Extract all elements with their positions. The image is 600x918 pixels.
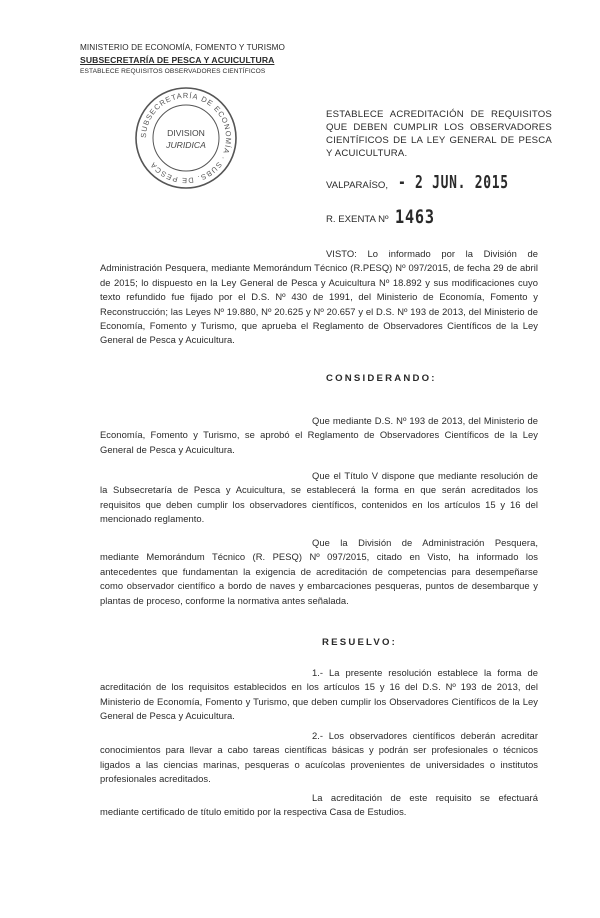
subsecretaria-name: SUBSECRETARÍA DE PESCA Y ACUICULTURA [80, 55, 275, 65]
considerando-paragraph-2 [100, 469, 538, 527]
resuelvo-text-1: 1.- La presente resolución establece la forma de acreditación de los requisitos establecidos en los artículos 15 y 16 del D.S. Nº 193 de 2013, del Ministerio de Economía, Fomento y Turismo, que deben cumplir los Observadores Científicos de la Ley General de Pesca y Acuicultura. [100, 667, 538, 722]
visto-paragraph [100, 247, 538, 348]
ministry-name: MINISTERIO DE ECONOMÍA, FOMENTO Y TURISMO [80, 43, 286, 52]
considerando-text-3: Que la División de Administración Pesquera, mediante Memorándum Técnico (R. PESQ) Nº 097/2015, citado en Visto, ha informado los antecedentes que fundamentan la exigencia de acreditación de competencias para desempeñarse como observador científico a bordo de naves y embarcaciones pesqueras, puntos de desembarque y plantas de proceso, conforme la normativa antes señalada. [100, 537, 538, 606]
place-label: VALPARAÍSO, [326, 180, 389, 191]
resolution-title: ESTABLECE ACREDITACIÓN DE REQUISITOS QUE DEBEN CUMPLIR LOS OBSERVADORES CIENTÍFICOS DE LA LEY GENERAL DE PESCA Y ACUICULTURA. [326, 109, 552, 159]
division-juridica-stamp [132, 84, 240, 192]
visto-text: Lo informado por la División de Administración Pesquera, mediante Memorándum Técnico (R.PESQ) Nº 097/2015, de fecha 29 de abril de 2015; lo dispuesto en la Ley General de Pesca y Acuicultura Nº 18.892 y sus modificaciones cuyo texto refundido fue fijado por el D.S. Nº 430 de 1991, del Ministerio de Economía, Fomento y Reconstrucción; las Leyes Nº 19.880, Nº 20.625 y Nº 20.657 y el D.S. Nº 193 de 2013, del Ministerio de Economía, Fomento y Turismo, que aprueba el Reglamento de Observadores Científicos de la Ley General de Pesca y Acuicultura. [100, 248, 538, 346]
letterhead [80, 42, 285, 78]
stamp-line-1: DIVISION [167, 128, 205, 138]
considerando-heading: CONSIDERANDO: [326, 373, 437, 384]
resuelvo-paragraph-1 [100, 666, 538, 724]
stamp-ring-text: SUBSECRETARÍA DE ECONOMÍA · SUBS. DE PESCA [138, 90, 234, 186]
resolution-label: R. EXENTA Nº [326, 214, 389, 225]
stamp-line-2: JURIDICA [166, 140, 206, 150]
resolution-number: 1463 [395, 206, 435, 228]
resuelvo-text-3: La acreditación de este requisito se efectuará mediante certificado de título emitido por la respectiva Casa de Estudios. [100, 792, 538, 818]
resuelvo-paragraph-3 [100, 791, 538, 820]
date-stamp: - 2 JUN. 2015 [398, 172, 509, 193]
resuelvo-heading: RESUELVO: [322, 637, 398, 648]
resuelvo-text-2: 2.- Los observadores científicos deberán acreditar conocimientos para llevar a cabo tareas científicas básicas y podrán ser profesionales o técnicos ligados a las ciencias marinas, pesqueras o acuícolas provenientes de universidades o institutos profesionales acreditados. [100, 730, 538, 785]
considerando-text-1: Que mediante D.S. Nº 193 de 2013, del Ministerio de Economía, Fomento y Turismo, se aprobó el Reglamento de Observadores Científicos de la Ley General de Pesca y Acuicultura. [100, 415, 538, 455]
considerando-text-2: Que el Título V dispone que mediante resolución de la Subsecretaría de Pesca y Acuicultura, se establecerá la forma en que serán acreditados los requisitos que deben cumplir los observadores científicos, contenidos en los artículos 15 y 16 del mencionado reglamento. [100, 470, 538, 525]
considerando-paragraph-3 [100, 536, 538, 608]
resuelvo-paragraph-2 [100, 729, 538, 787]
visto-label: VISTO: [326, 248, 357, 259]
subject-short: ESTABLECE REQUISITOS OBSERVADORES CIENTÍFICOS [80, 68, 266, 75]
considerando-paragraph-1 [100, 414, 538, 457]
